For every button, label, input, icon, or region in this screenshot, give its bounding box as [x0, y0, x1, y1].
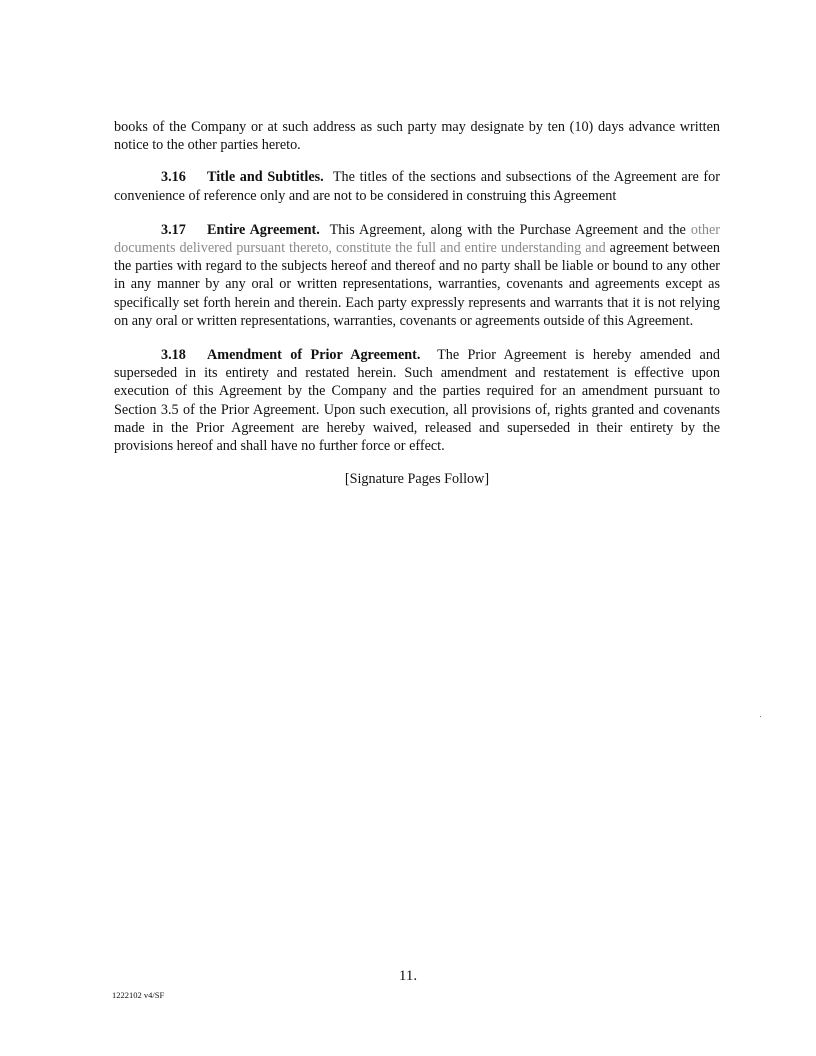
page-number: 11. [398, 968, 418, 984]
section-body: The titles of the sections and subsections of the Agreement are for convenience of reference only and are not to be considered in construing this Agreement [114, 169, 720, 204]
document-body [114, 118, 720, 488]
section-body: This Agreement, along with the Purchase Agreement and the [329, 221, 686, 238]
section-title: Title and Subtitles. [207, 169, 324, 186]
section-number: 3.16 [161, 169, 186, 186]
carryover-paragraph: books of the Company or at such address as such party may designate by ten (10) days advance written notice to the other parties hereto. [114, 119, 720, 154]
section-body-faded: other documents delivered pursuant thereto, constitute the full and entire understanding and [114, 221, 721, 257]
document-id: 1222102 v4/SF [112, 990, 165, 1000]
section-body: The Prior Agreement is hereby amended and superseded in its entirety and restated herein. Such amendment and restatement is effective upon execution of this Agreement by the Company and the parties required for an amendment pursuant to Section 3.5 of the Prior Agreement. Upon such execution, all provisions of, rights granted and covenants made in the Prior Agreement are hereby waived, released and superseded in their entirety by the provisions hereof and shall have no further force or effect. [114, 347, 721, 455]
scan-speck [760, 716, 761, 717]
section-title: Amendment of Prior Agreement. [207, 347, 421, 364]
section-number: 3.18 [161, 347, 186, 364]
section-title: Entire Agreement. [207, 221, 320, 238]
section-number: 3.17 [161, 221, 186, 238]
signature-pages-note: [Signature Pages Follow] [344, 471, 490, 488]
section-body-continued: agreement between the parties with regard to the subjects hereof and thereof and no party shall be liable or bound to any other in any manner by any oral or written representations, warranties, covenants and agreements except as specifically set forth herein and therein. Each party expressly represents and warrants that it is not relying on any oral or written representations, warranties, covenants or agreements outside of this Agreement. [114, 240, 720, 329]
section-3-18 [114, 346, 720, 455]
section-3-16 [114, 168, 720, 204]
section-3-17 [114, 221, 720, 330]
